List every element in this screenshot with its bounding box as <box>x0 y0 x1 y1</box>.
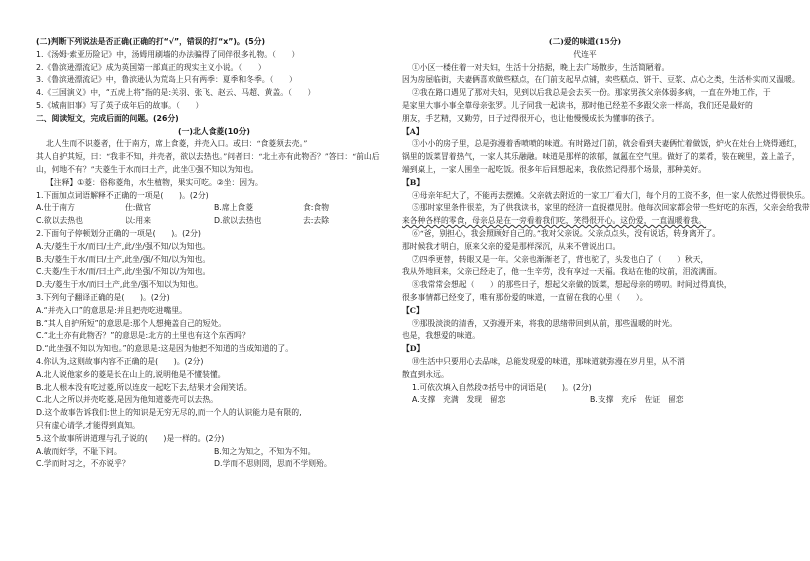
essay-line: 锅里的饭菜冒着热气，一家人其乐融融。味道是那样的浓郁，氤氲在空气里。做好了的菜肴，装在碗里，盖上盖子， <box>402 152 800 162</box>
q2-option: C.夫菱/生于水/而/曰土产,此/坐强/不知以/为知也。 <box>36 267 211 277</box>
q2-option: A.夫/菱生于水/而曰/土产,此/坐/强不知/以为知也。 <box>36 241 211 251</box>
question-3: 3.下列句子翻译正确的是( )。(2分) <box>36 292 170 302</box>
section-label-b: 【B】 <box>402 177 425 187</box>
essay-line: ①小区一楼住着一对夫妇，生活十分拮据，晚上去广场散步，生活简陋着。 <box>412 62 670 72</box>
option-text: B.支撑 充斥 佐证 留恋 <box>590 395 684 405</box>
q1-options-row <box>36 202 392 215</box>
section-label-c: 【C】 <box>402 305 424 315</box>
option-text: 去:去除 <box>303 216 330 226</box>
essay-line: 我从外地回来，父亲已经走了，他一生辛劳，没有享过一天福。我站在他的坟前，泪流满面。 <box>402 267 722 277</box>
option-text: B.知之为知之，不知为不知。 <box>214 446 316 456</box>
essay-line: ⑧我常常会想起（ ）的那些日子，想起父亲做的饭菜，想起母亲的唠叨。时间过得真快， <box>412 280 732 290</box>
option-text: 仕:做官 <box>125 203 152 213</box>
story-note: 【注释】①菱：俗称菱角，水生植物，果实可吃。②坐：因为。 <box>46 177 263 187</box>
option-text: B.席上食菱 <box>214 203 254 213</box>
story-line: 北人生而不识菱者，仕于南方，席上食菱，并壳入口。或曰：“食菱须去壳。” <box>46 139 308 149</box>
question-2: 2.下面句子停顿划分正确的一项是( )。(2分) <box>36 228 201 238</box>
q3-option: D.“此坐强不知以为知也。”的意思是:这是因为他把不知道的当成知道的了。 <box>36 344 293 354</box>
essay-line: ⑥“爸，别担心，我会照顾好自己的。”我对父亲说。父亲点点头，没有说话，转身离开了。 <box>412 228 721 238</box>
essay-line: 是家里大事小事全靠母亲张罗。儿子同我一起读书，那时他已经差不多跟父亲一样高，我们还是最好的 <box>402 100 753 110</box>
q4-option: A.北人说他家乡的菱是长在山上的,说明他是不懂装懂。 <box>36 369 226 379</box>
essay-line: ③小小的房子里，总是弥漫着香喷喷的味道。有时路过门前，就会看到夫妻俩忙着做饭，炉火在灶台上烧得通红， <box>412 139 802 149</box>
option-text: C.欲以去热也 <box>36 216 83 226</box>
judge-item: 5.《城南旧事》写了英子成年后的故事。（ ） <box>36 100 204 110</box>
essay-line: ⑩生活中只要用心去品味，总能发现爱的味道，那味道就弥漫在岁月里，从不消 <box>412 356 685 366</box>
option-text: C.学而时习之，不亦说乎？ <box>36 459 130 469</box>
q5-options-row <box>36 458 392 471</box>
story-line: 其人自护其短，曰：“我非不知，并壳者，欲以去热也。”问者曰：“北土亦有此物否？”答曰：“前山后 <box>36 152 380 162</box>
judge-item: 3.《鲁滨逊漂流记》中，鲁滨逊认为荒岛上只有两季：夏季和冬季。（ ） <box>36 75 297 85</box>
question-5: 5.这个故事所讲道理与孔子说的( )是一样的。(2分) <box>36 433 225 443</box>
q4-option: 只有虚心请学,才能得到真知。 <box>36 420 140 430</box>
q3-option: A.“并壳入口”的意思是:并且把壳吃进嘴里。 <box>36 305 187 315</box>
option-text: D.学而不思则罔，思而不学则殆。 <box>214 459 332 469</box>
essay-line: 散直到永远。 <box>402 369 449 379</box>
essay-line: 端到桌上，一家人围坐一起吃饭。很多年后回想起来，我依然记得那个场景，那种美好。 <box>402 164 707 174</box>
option-text: 食:食物 <box>303 203 330 213</box>
section-label-d: 【D】 <box>402 344 425 354</box>
q4-option: B.北人根本没有吃过菱,所以连皮一起吃下去,结果才会闹笑话。 <box>36 382 252 392</box>
story-title: (一)北人食菱(10分) <box>178 126 250 136</box>
essay-line: ④母亲年纪大了，不能再去摆摊。父亲就去附近的一家工厂看大门，每个月的工资不多，但一家人依然过得很快乐。 <box>412 190 810 200</box>
q4-option: C.北人之所以并壳吃菱,是因为他知道菱壳可以去热。 <box>36 395 218 405</box>
q1-options-row <box>36 215 392 228</box>
essay-line: ⑦四季更替，转眼又是一年。父亲也渐渐老了，背也驼了，头发也白了（ ）秋天， <box>412 254 709 264</box>
judge-item: 2.《鲁滨逊漂流记》成为英国第一部真正的现实主义小说。（ ） <box>36 62 266 72</box>
judge-item: 1.《汤姆·索亚历险记》中，汤姆用刷墙的办法骗得了同伴很多礼物。（ ） <box>36 49 300 59</box>
essay-line: 因为房屋临街，夫妻俩喜欢做些糕点，在门前支起早点铺，卖些糕点、饼干、豆浆、点心之类，生活朴实而又温暖。 <box>402 75 800 85</box>
essay-line: ②我在路口遇见了那对夫妇，见到以后我总是会去买一份。那家男孩父亲体弱多病，一直在外地工作，于 <box>412 88 771 98</box>
q3-option: B.“其人自护所短”的意思是:那个人想掩盖自己的短处。 <box>36 318 227 328</box>
option-text: A.敏而好学，不耻下问。 <box>36 446 122 456</box>
essay-line: ⑨那股淡淡的清香，又弥漫开来，将我的思绪带回到从前，那些温暖的时光。 <box>412 318 678 328</box>
right-column <box>402 36 810 407</box>
essay-line-underlined: 来各种各样的零食，母亲总是在一旁看着我们吃，笑得很开心。这份爱，一直温暖着我。 <box>402 216 707 226</box>
q3-option: C.“北土亦有此物否？”的意思是:北方的土里也有这个东西吗？ <box>36 331 250 341</box>
q2-option: D.夫/菱生于水/而曰土产,此坐/强不知以为知也。 <box>36 280 203 290</box>
q5-options-row <box>36 446 392 459</box>
judge-item: 4.《三国演义》中，“五虎上将”指的是:关羽、张飞、赵云、马超、黄盖。（ ） <box>36 88 316 98</box>
q4-option: D.这个故事告诉我们:世上的知识是无穷无尽的,而一个人的认识能力是有限的, <box>36 408 302 418</box>
question-4: 4.你认为,这则故事内容不正确的是( )。(2分) <box>36 356 204 366</box>
q2-option: B.夫/菱生于水/而曰/土产,此坐/强/不知/以为知也。 <box>36 254 211 264</box>
option-text: A.支撑 充满 发现 留恋 <box>412 395 506 405</box>
reading-section-title: 二、阅读短文，完成后面的问题。(26分) <box>36 113 179 123</box>
judge-section-title: (二)判断下列说法是否正确(正确的打“√”，错误的打“x”)。(5分) <box>36 37 266 46</box>
section-label-a: 【A】 <box>402 126 424 136</box>
essay-line: ⑤那时家里条件很差，为了供我读书，家里的经济一直捉襟见肘。他每次回家都会带一些好吃的东西，父亲会给我带 <box>412 203 810 213</box>
essay-line: 朋友，手艺精，又勤劳，日子过得很开心，也让他慢慢成长为懂事的孩子。 <box>402 113 660 123</box>
essay-title: (二)爱的味道(15分) <box>548 37 622 46</box>
essay-author: 代连平 <box>573 49 597 59</box>
right-question-1: 1.可依次填入自然段⑦括号中的词语是( )。(2分) <box>412 382 592 392</box>
option-text: 以:用来 <box>125 216 152 226</box>
story-line: 山，何地不有？”夫菱生于水而曰土产，此坐①强不知以为知也。 <box>36 164 259 174</box>
right-q1-options-row <box>402 394 768 407</box>
left-column <box>36 36 392 471</box>
essay-line: 也是，我想爱的味道。 <box>402 331 480 341</box>
option-text: A.仕于南方 <box>36 203 75 213</box>
essay-line: 很多事情都已经变了，唯有那份爱的味道，一直留在我的心里（ ）。 <box>402 292 648 302</box>
essay-line: 那时候我才明白，原来父亲的爱是那样深沉，从来不曾说出口。 <box>402 241 621 251</box>
question-1: 1.下面加点词语解释不正确的一项是( )。(2分) <box>36 190 209 200</box>
option-text: D.欲以去热也 <box>214 216 262 226</box>
